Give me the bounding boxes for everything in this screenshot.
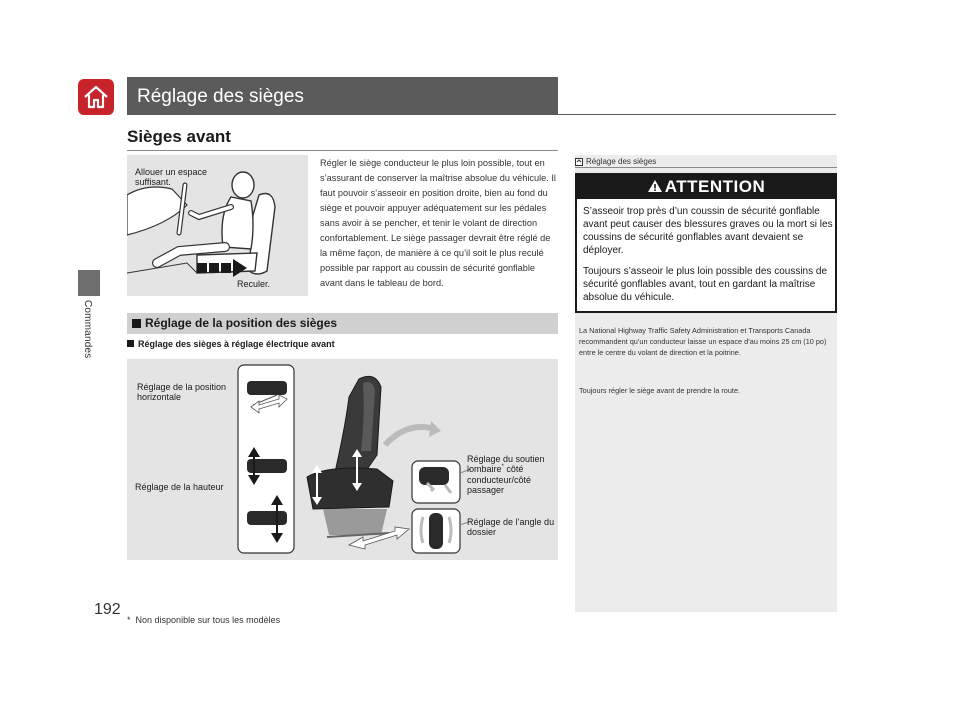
bullet-square [127,340,134,347]
title-rule [558,114,836,115]
seat-icon [307,376,393,537]
warning-box [575,173,837,313]
subsection-subtitle [127,339,335,349]
driver-position-figure [127,155,308,296]
warning-triangle-icon [647,179,663,193]
section-title: Sièges avant [127,127,231,146]
aside-heading [575,157,656,166]
label-lumbar-5: passager [467,485,505,496]
aside-heading-text: Réglage des sièges [586,157,657,166]
home-button[interactable] [78,79,114,115]
page-number: 192 [94,601,121,618]
subsection-subtitle-text: Réglage des sièges à réglage électrique avant [138,339,335,349]
aside-rule [575,167,837,168]
label-recline: Réglage de l’angle du dossier [467,517,555,538]
warning-paragraph-2: Toujours s’asseoir le plus loin possible des coussins de sécurité gonflables avant, tout en gardant la maîtrise absolue du véhicule. [583,266,828,303]
subsection-header [127,313,558,334]
page-title-bar [127,77,558,115]
footnote-text: Non disponible sur tous les modèles [135,615,281,625]
chapter-label: Commandes [82,300,93,359]
reference-icon [575,158,583,166]
label-lumbar-2: lombaire [467,464,502,475]
aside-note-1: La National Highway Traffic Safety Administration et Transports Canada recommandent qu’un conducteur laisse un espace d’au moins 25 cm (10 po) entre le centre du volant de direction et la poitrine. [579,326,827,357]
chapter-tab [78,270,100,296]
label-lumbar-3: côté [503,464,524,475]
section-body-text: Régler le siège conducteur le plus loin possible, tout en s’assurant de conserver la maîtrise absolue du véhicule. Il faut pouvoir s’asseoir en position droite, bien au fond du siège et pouvoir appuyer adéquatement sur les pédales sans avoir à se pencher, et tenir le volant de direction confortablement. Le siège passager devrait être réglé de la même façon, de manière à ce qu’il soit le plus reculé possible par rapport au coussin de sécurité gonflable avant dans le tableau de bord. [320,158,556,288]
footnote [127,615,280,625]
subsection-title: Réglage de la position des sièges [145,316,338,330]
label-lumbar [467,454,557,495]
power-seat-figure [127,359,558,560]
label-horizontal: Réglage de la position horizontale [137,382,227,403]
label-lumbar-4: conducteur/côté [467,474,532,485]
aside-column [575,155,837,612]
bullet-square [132,319,141,328]
home-icon [83,85,109,109]
figure-label-space: Allouer un espace suffisant. [135,167,208,188]
aside-note-2: Toujours régler le siège avant de prendre la route. [579,386,741,395]
recline-arrow-icon [385,421,441,445]
warning-paragraph-1: S’asseoir trop près d’un coussin de sécurité gonflable avant peut causer des blessures graves ou la mort si les coussins de sécurité gonflables avant devaient se déployer. [583,206,833,256]
page-title: Réglage des sièges [137,86,304,107]
footnote-marker: * [127,615,131,625]
label-height: Réglage de la hauteur [135,482,224,492]
warning-header [577,175,835,199]
label-lumbar-1: Réglage du soutien [467,454,545,464]
footnote-star: * [501,464,504,471]
warning-title: ATTENTION [664,177,766,196]
section-rule [127,150,558,151]
figure-label-back: Reculer. [237,279,271,289]
